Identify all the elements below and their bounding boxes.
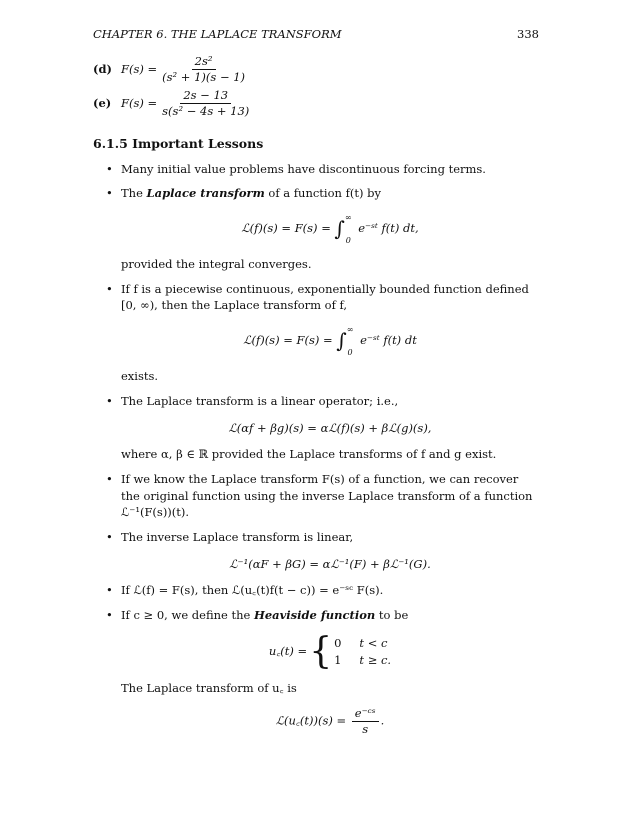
equation: ℒ(f)(s) = F(s) = ∫ ∞ 0 e⁻ˢᵗ f(t) dt, <box>241 213 419 245</box>
lessons-list <box>93 161 539 737</box>
lesson-item: • If we know the Laplace transform F(s) of a function, we can recover the original function using the inverse Laplace transform of a function ℒ⁻¹(F(s))(t). <box>93 471 539 521</box>
equation: ℒ(u꜀(t))(s) = $\frac{\text{e⁻ᶜˢ}}{s}$ . <box>275 706 385 737</box>
lesson-item: • If ℒ(f) = F(s), then ℒ(u꜀(t)f(t − c)) = e⁻ˢᶜ F(s). <box>93 582 539 599</box>
fraction: $\frac{\text{e⁻ᶜˢ}}{s}$ <box>352 706 379 737</box>
lesson-item: • The Laplace transform of a function f(t) by ℒ(f)(s) = F(s) = ∫ ∞ 0 e⁻ˢᵗ f(t) dt, provided the integral converges. <box>93 185 539 272</box>
page <box>93 26 539 747</box>
exercise-d: (d) F(s) = $\frac{\text{2s²}}{\text{(s² + 1)(s − 1)}}$ <box>93 53 539 87</box>
lesson-item: • The inverse Laplace transform is linear, ℒ⁻¹(αF + βG) = αℒ⁻¹(F) + βℒ⁻¹(G). <box>93 529 539 572</box>
chapter-title: CHAPTER 6. THE LAPLACE TRANSFORM <box>93 27 342 41</box>
exercise-e: (e) F(s) = $\frac{2s - 13}{\text{s(s² − 4s + 13)}}$ <box>93 87 539 121</box>
lesson-item: • If f is a piecewise continuous, exponentially bounded function defined [0, ∞), then the Laplace transform of f, ℒ(f)(s) = F(s) = ∫ ∞ 0 e⁻ˢᵗ f(t) dt exists. <box>93 281 539 385</box>
lesson-item: • Many initial value problems have discontinuous forcing terms. <box>93 161 539 178</box>
page-header <box>93 26 539 43</box>
section-heading: 6.1.5 Important Lessons <box>93 135 264 151</box>
term-heaviside-function: Heaviside function <box>253 607 376 622</box>
lesson-item: • If c ≥ 0, we define the Heaviside function to be u꜀(t) = { 0 t < c 1 t ≥ c. The Laplace transform of u꜀ is ℒ(u꜀(t))(s) = $\frac{\text{e⁻ᶜˢ}}{s}$ . <box>93 607 539 737</box>
equation: ℒ(f)(s) = F(s) = ∫ ∞ 0 e⁻ˢᵗ f(t) dt <box>243 325 417 357</box>
page-number: 338 <box>517 27 539 41</box>
integral-sign: ∫ <box>336 328 347 353</box>
equation: ℒ(αf + βg)(s) = αℒ(f)(s) + βℒ(g)(s), <box>228 420 432 435</box>
equation: ℒ⁻¹(αF + βG) = αℒ⁻¹(F) + βℒ⁻¹(G). <box>229 556 431 571</box>
fraction: $\frac{\text{2s²}}{\text{(s² + 1)(s − 1)}}$ <box>162 54 246 85</box>
term-laplace-transform: Laplace transform <box>146 186 265 201</box>
integral-sign: ∫ <box>334 216 345 241</box>
fraction: $\frac{2s - 13}{\text{s(s² − 4s + 13)}}$ <box>162 88 250 119</box>
heaviside-definition: u꜀(t) = { 0 t < c 1 t ≥ c. <box>268 630 392 672</box>
lesson-item: • The Laplace transform is a linear operator; i.e., ℒ(αf + βg)(s) = αℒ(f)(s) + βℒ(g)(s), where α, β ∈ ℝ provided the Laplace transforms of f and g exist. <box>93 393 539 463</box>
left-brace-icon: { <box>309 630 333 672</box>
